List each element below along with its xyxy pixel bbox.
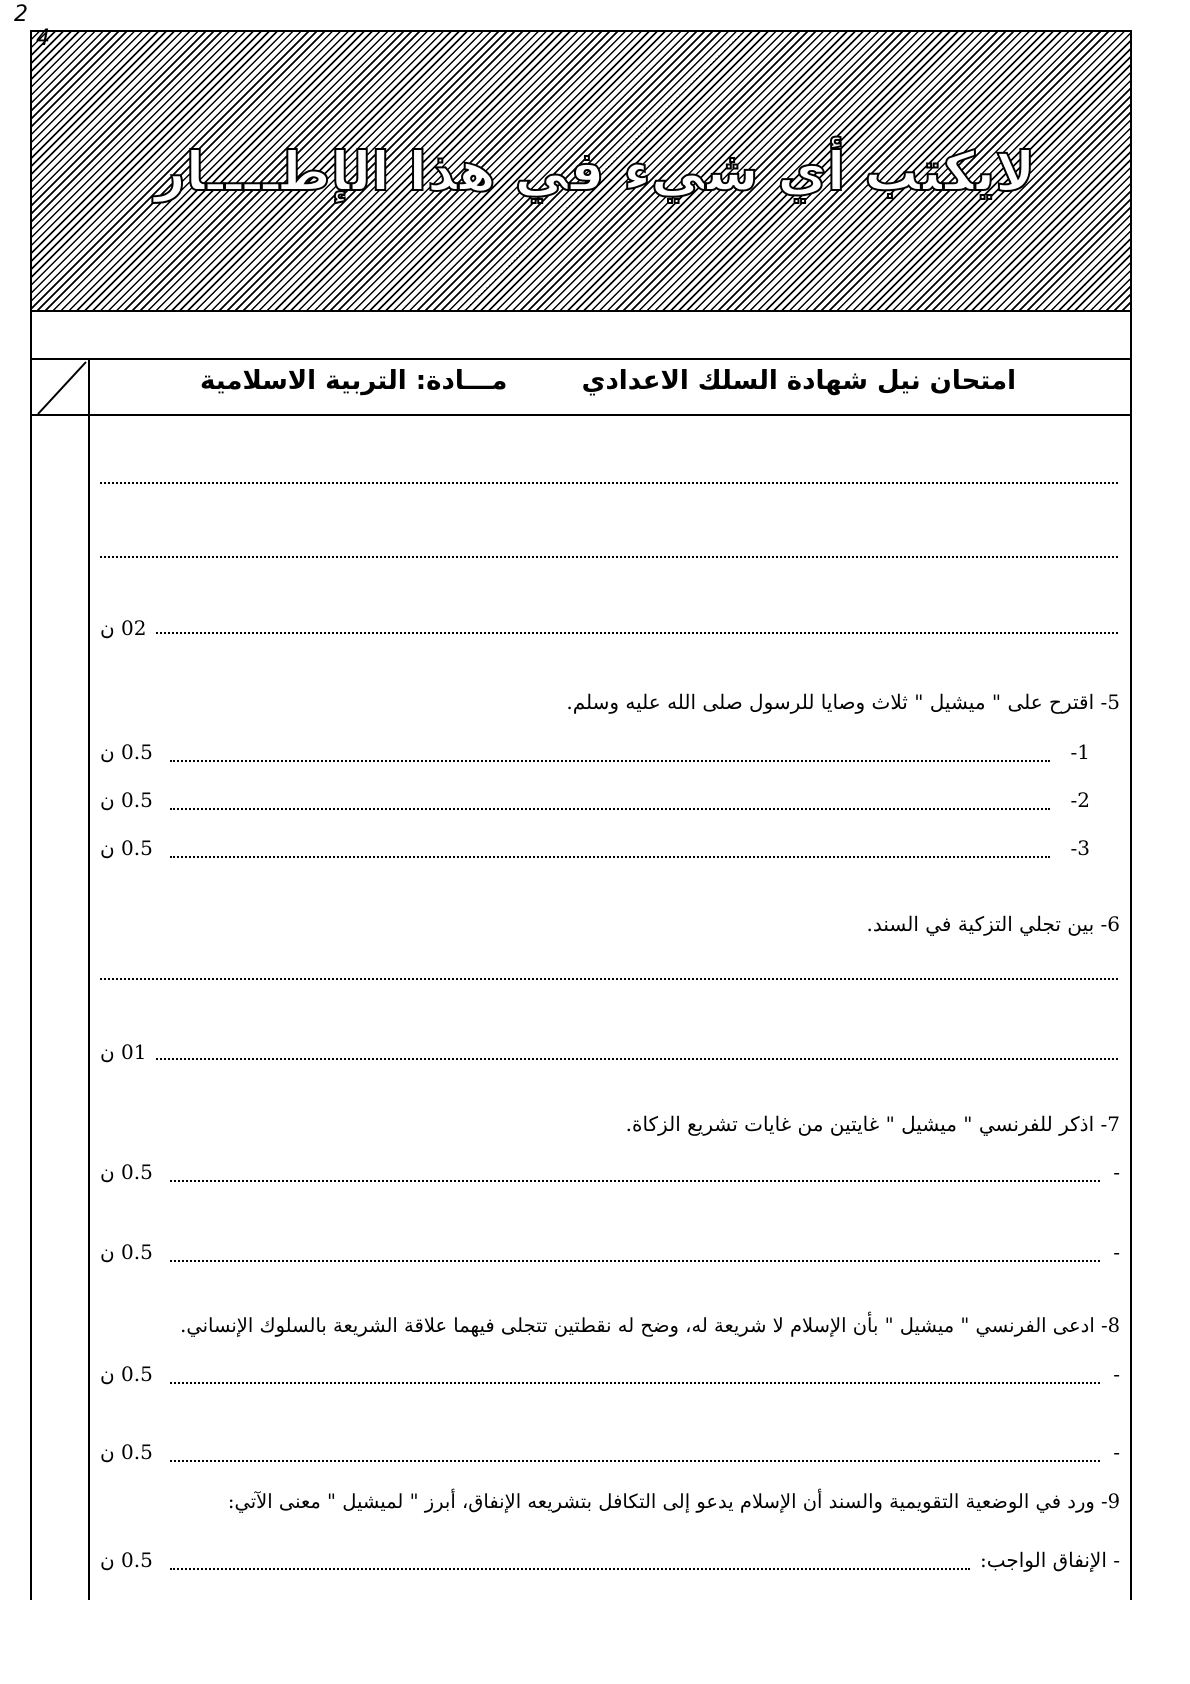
q8-item-points: 0.5 ن xyxy=(100,1362,153,1386)
answer-line[interactable] xyxy=(156,1058,1118,1060)
q9-item-points: 0.5 ن xyxy=(100,1548,153,1572)
q8-item-marker: - xyxy=(1113,1440,1120,1464)
frame-gap xyxy=(30,312,1132,358)
q8-prompt: 8- ادعى الفرنسي " ميشيل " بأن الإسلام لا شريعة له، وضح له نقطتين تتجلى فيهما علاقة الشريعة بالسلوك الإنساني. xyxy=(180,1314,1120,1337)
page-current: 2 xyxy=(14,2,28,27)
q5-item-number: -2 xyxy=(1070,788,1090,812)
q8-answer-line-1[interactable] xyxy=(170,1382,1100,1384)
outer-left-border xyxy=(30,416,32,1600)
q7-item-marker: - xyxy=(1113,1160,1120,1184)
answer-line[interactable] xyxy=(100,978,1118,980)
answer-line[interactable] xyxy=(100,556,1118,558)
q6-prompt: 6- بين تجلي التزكية في السند. xyxy=(866,912,1120,936)
q9-item-label: - الإنفاق الواجب: xyxy=(979,1548,1120,1572)
q6-points: 01 ن xyxy=(100,1040,147,1064)
no-write-banner: لايكتب أي شيء في هذا الإطــــار xyxy=(154,140,1036,203)
q8-answer-line-2[interactable] xyxy=(170,1460,1100,1462)
q7-item-points: 0.5 ن xyxy=(100,1240,153,1264)
q5-prompt: 5- اقترح على " ميشيل " ثلاث وصايا للرسول صلى الله عليه وسلم. xyxy=(566,690,1120,714)
q5-answer-line-2[interactable] xyxy=(170,808,1050,810)
q5-answer-line-1[interactable] xyxy=(170,760,1050,762)
q5-item-number: -1 xyxy=(1070,740,1090,764)
q5-item-points: 0.5 ن xyxy=(100,788,153,812)
subject-label: مـــادة: التربية الاسلامية xyxy=(200,366,508,396)
q8-item-marker: - xyxy=(1113,1362,1120,1386)
q7-answer-line-2[interactable] xyxy=(170,1260,1100,1262)
answer-line[interactable] xyxy=(100,482,1118,484)
q7-answer-line-1[interactable] xyxy=(170,1180,1100,1182)
answer-line[interactable] xyxy=(156,632,1118,634)
q7-item-points: 0.5 ن xyxy=(100,1160,153,1184)
page-diagonal xyxy=(30,358,90,416)
q9-answer-line[interactable] xyxy=(170,1568,970,1570)
q5-item-points: 0.5 ن xyxy=(100,836,153,860)
q7-prompt: 7- اذكر للفرنسي " ميشيل " غايتين من غايات تشريع الزكاة. xyxy=(625,1112,1120,1136)
outer-right-border xyxy=(1130,416,1132,1600)
q4-points: 02 ن xyxy=(100,616,147,640)
page-total: 4 xyxy=(36,26,50,51)
q8-item-points: 0.5 ن xyxy=(100,1440,153,1464)
q7-item-marker: - xyxy=(1113,1240,1120,1264)
page-number-cell xyxy=(30,358,90,416)
margin-rule xyxy=(88,416,90,1600)
q9-prompt: 9- ورد في الوضعية التقويمية والسند أن الإسلام يدعو إلى التكافل بتشريعه الإنفاق، أبرز " لميشيل " معنى الآتي: xyxy=(227,1490,1120,1513)
q5-answer-line-3[interactable] xyxy=(170,856,1050,858)
exam-title: امتحان نيل شهادة السلك الاعدادي xyxy=(581,366,1016,396)
q5-item-number: -3 xyxy=(1070,836,1090,860)
q5-item-points: 0.5 ن xyxy=(100,740,153,764)
